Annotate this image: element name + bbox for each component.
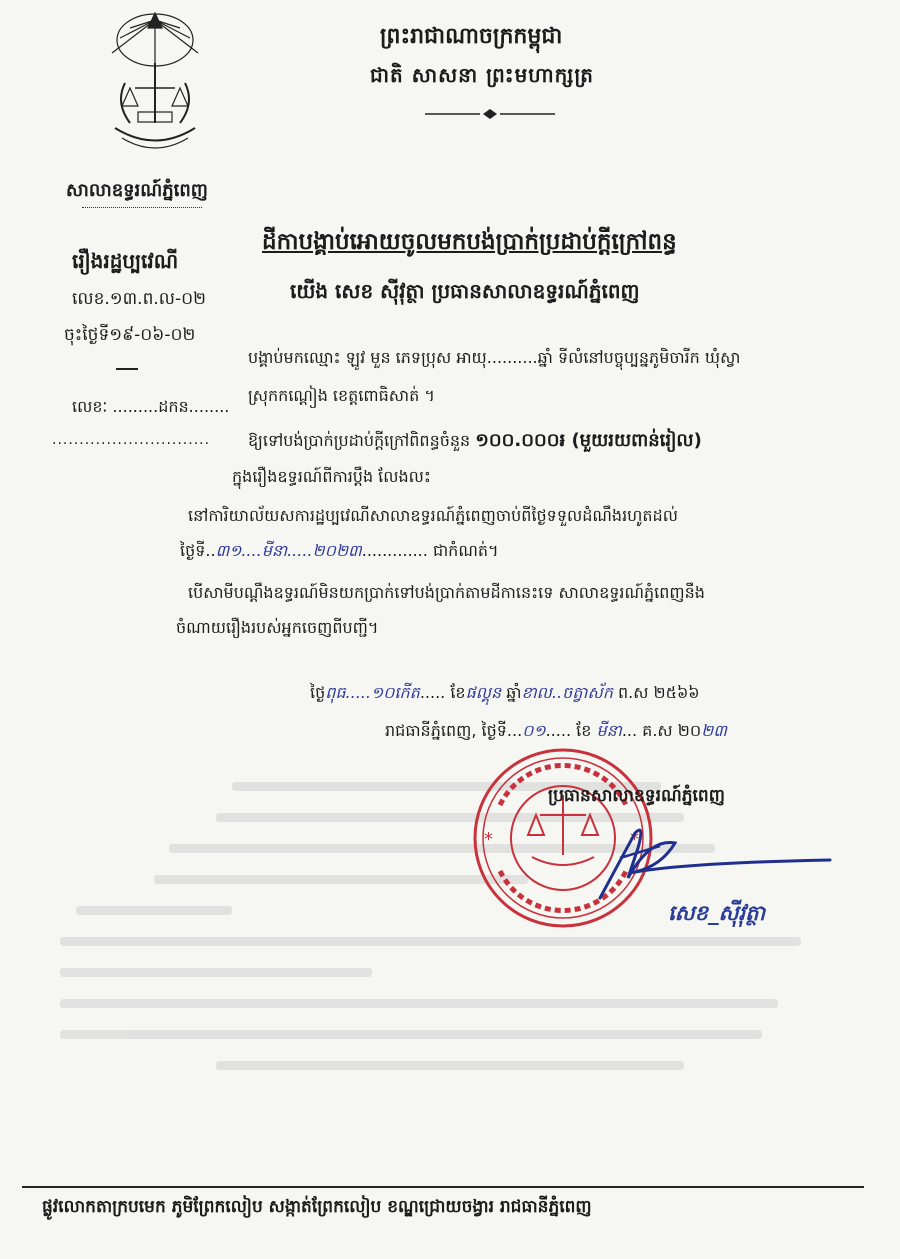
kingdom-heading: ព្រះរាជាណាចក្រកម្ពុជា — [380, 24, 563, 49]
royal-arms-emblem-icon — [100, 8, 210, 158]
payment-location-line: នៅការិយាល័យសការដ្ឋប្បវេណីសាលាឧទ្ធរណ៍ភ្នំពេញចាប់ពីថ្ងៃទទួលដំណឹងរហូតដល់ — [188, 506, 678, 525]
case-subject: ក្នុងរឿងឧទ្ធរណ៍ពីការប្ដឹង លែងលះ — [232, 467, 431, 486]
solar-era: ... គ.ស ២០ — [621, 721, 702, 740]
svg-text:*: * — [484, 829, 493, 850]
body-line-2: ស្រុកកណ្ដៀង ខេត្តពោធិសាត់ ។ — [248, 386, 435, 405]
lunar-month-hand: ផល្គុន — [465, 683, 502, 702]
lunar-prefix: ថ្ងៃ — [310, 683, 326, 702]
deadline-line — [180, 540, 499, 564]
solar-date-line — [385, 720, 727, 744]
footer-rule — [22, 1186, 864, 1188]
fee-line — [248, 428, 702, 455]
lunar-year-label: ឆ្នាំ — [506, 683, 522, 702]
document-subtitle: យើង សេខ ស៊ីវុត្ថា ប្រធានសាលាឧទ្ធរណ៍ភ្នំពេញ — [290, 279, 640, 303]
deadline-handwritten: ៣១....មីនា.....២០២៣ — [215, 541, 362, 560]
svg-text:*: * — [630, 829, 639, 850]
fee-prefix: ឱ្យទៅបង់ប្រាក់ប្រដាប់ក្ដីក្រៅពិពន្ធចំនួន — [248, 431, 471, 450]
deadline-suffix: ............. ជាកំណត់។ — [361, 541, 499, 560]
case-type: រឿងរដ្ឋប្បវេណី — [72, 249, 179, 273]
handwritten-signature-icon — [590, 818, 840, 908]
lunar-year-hand: ខាល..ចត្វាស័ក — [521, 683, 613, 702]
footer-address: ផ្លូវលោកតាក្របមេក ភូមិព្រែកលៀប សង្កាត់ព្រែកលៀប ខណ្ឌជ្រោយចង្វារ រាជធានីភ្នំពេញ — [42, 1197, 592, 1217]
dotted-line: ............................. — [52, 432, 211, 448]
body-line-1: បង្គាប់មកឈ្មោះ ឡូវ មួន ភេទប្រុស អាយុ..........ឆ្នាំ ទីលំនៅបច្ចុប្បន្នភូមិចារីក ឃុំស្វា — [248, 348, 741, 367]
solar-mid: ..... ខែ — [545, 721, 597, 740]
separator-dash — [116, 368, 138, 370]
signatory-title: ប្រធានសាលាឧទ្ធរណ៍ភ្នំពេញ — [548, 786, 725, 806]
ornament-divider-icon — [425, 108, 555, 120]
warning-line-2: ចំណាយរឿងរបស់អ្នកចេញពីបញ្ជី។ — [176, 618, 379, 637]
solar-month-hand: មីនា — [596, 721, 622, 740]
court-name-underline — [82, 207, 202, 211]
warning-line-1: បើសាមីបណ្ដឹងឧទ្ធរណ៍មិនយកប្រាក់ទៅបង់ប្រាក់តាមដីកានេះទេ សាលាឧទ្ធរណ៍ភ្នំពេញនឹង — [188, 583, 705, 602]
lunar-era: ព.ស ២៥៦៦ — [612, 683, 700, 702]
deadline-prefix: ថ្ងៃទី.. — [180, 541, 216, 560]
court-name: សាលាឧទ្ធរណ៍ភ្នំពេញ — [66, 180, 208, 201]
signatory-name: សេខ_ស៊ីវុត្ថា — [668, 901, 766, 925]
solar-prefix: រាជធានីភ្នំពេញ, ថ្ងៃទី... — [385, 721, 523, 740]
lunar-mid: ..... ខែ — [419, 683, 466, 702]
national-motto: ជាតិ សាសនា ព្រះមហាក្សត្រ — [370, 63, 594, 87]
lunar-day-hand: ពុធ.....១០កើត — [325, 683, 420, 702]
case-date: ចុះថ្ងៃទី១៩-០៦-០២ — [64, 325, 196, 345]
lunar-date-line — [310, 682, 700, 706]
reference-number: លេខៈ .........ដកន........ — [72, 397, 230, 416]
solar-day-hand: ០១ — [522, 721, 546, 740]
case-number: លេខ.១៣.ព.ល-០២ — [72, 289, 206, 309]
document-title: ដីកាបង្គាប់អោយចូលមកបង់ប្រាក់ប្រដាប់ក្ដីក្រៅពន្ធ — [262, 229, 677, 255]
solar-year-hand: ២៣ — [701, 721, 727, 740]
fee-amount: ១០០.០០០៛ (មួយរយពាន់រៀល) — [475, 430, 702, 451]
